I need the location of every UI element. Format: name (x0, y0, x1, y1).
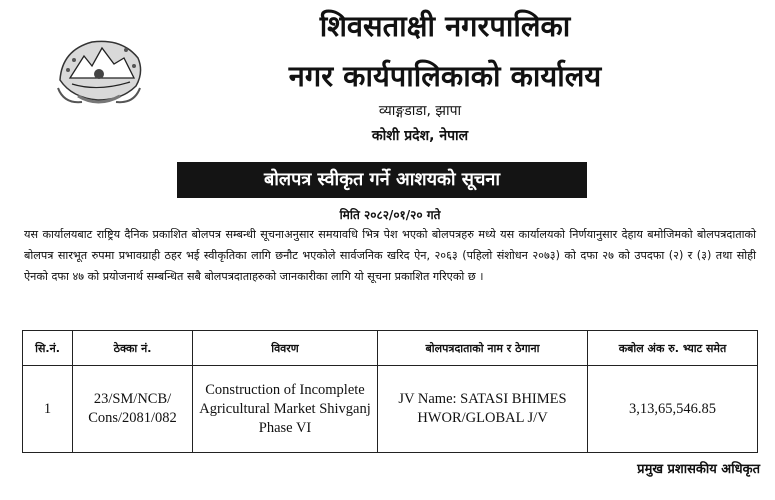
office-title: नगर कार्यपालिकाको कार्यालय (288, 59, 602, 93)
nepal-emblem-icon (52, 30, 147, 108)
cell-contract-no: 23/SM/NCB/ Cons/2081/082 (73, 366, 193, 453)
header-description: विवरण (193, 331, 378, 366)
cell-description: Construction of Incomplete Agricultural Market Shivganj Phase VI (193, 366, 378, 453)
municipality-title: शिवसताक्षी नगरपालिका (319, 9, 571, 43)
address-line-2: कोशी प्रदेश, नेपाल (371, 128, 469, 144)
bid-table (22, 330, 758, 453)
table-header-row (23, 331, 758, 366)
signatory: प्रमुख प्रशासकीय अधिकृत (637, 462, 760, 477)
address-line-1: व्याङ्गडाडा, झापा (378, 103, 462, 119)
cell-sn: 1 (23, 366, 73, 453)
header-amount: कबोल अंक रु. भ्याट समेत (588, 331, 758, 366)
header-sn: सि.नं. (23, 331, 73, 366)
cell-bidder: JV Name: SATASI BHIMES HWOR/GLOBAL J/V (378, 366, 588, 453)
header-contract-no: ठेक्का नं. (73, 331, 193, 366)
notice-body: यस कार्यालयबाट राष्ट्रिय दैनिक प्रकाशित बोलपत्र सम्बन्धी सूचनाअनुसार समयावधि भित्र पेश भएको बोलपत्रहरु मध्ये यस कार्यालयको निर्णयानुसार देहाय बमोजिमको बोलपत्रदाताको बोलपत्र सारभूत रुपमा प्रभावग्राही ठहर भई स्वीकृतिका लागि छनौट भएकोले सार्वजनिक खरिद ऐन, २०६३ (पहिलो संशोधन २०७३) को दफा २७ को उपदफा (२) र (३) तथा सोही ऐनको दफा ४७ को प्रयोजनार्थ सम्बन्धित सबै बोलपत्रदाताहरुको जानकारीका लागि यो सूचना प्रकाशित गरिएको छ । (24, 228, 756, 283)
header-bidder: बोलपत्रदाताको नाम र ठेगाना (378, 331, 588, 366)
table-row (23, 366, 758, 453)
notice-date: मिति २०८२/०१/२० गते (339, 208, 441, 222)
notice-heading: बोलपत्र स्वीकृत गर्ने आशयको सूचना (177, 162, 587, 198)
cell-amount: 3,13,65,546.85 (588, 366, 758, 453)
